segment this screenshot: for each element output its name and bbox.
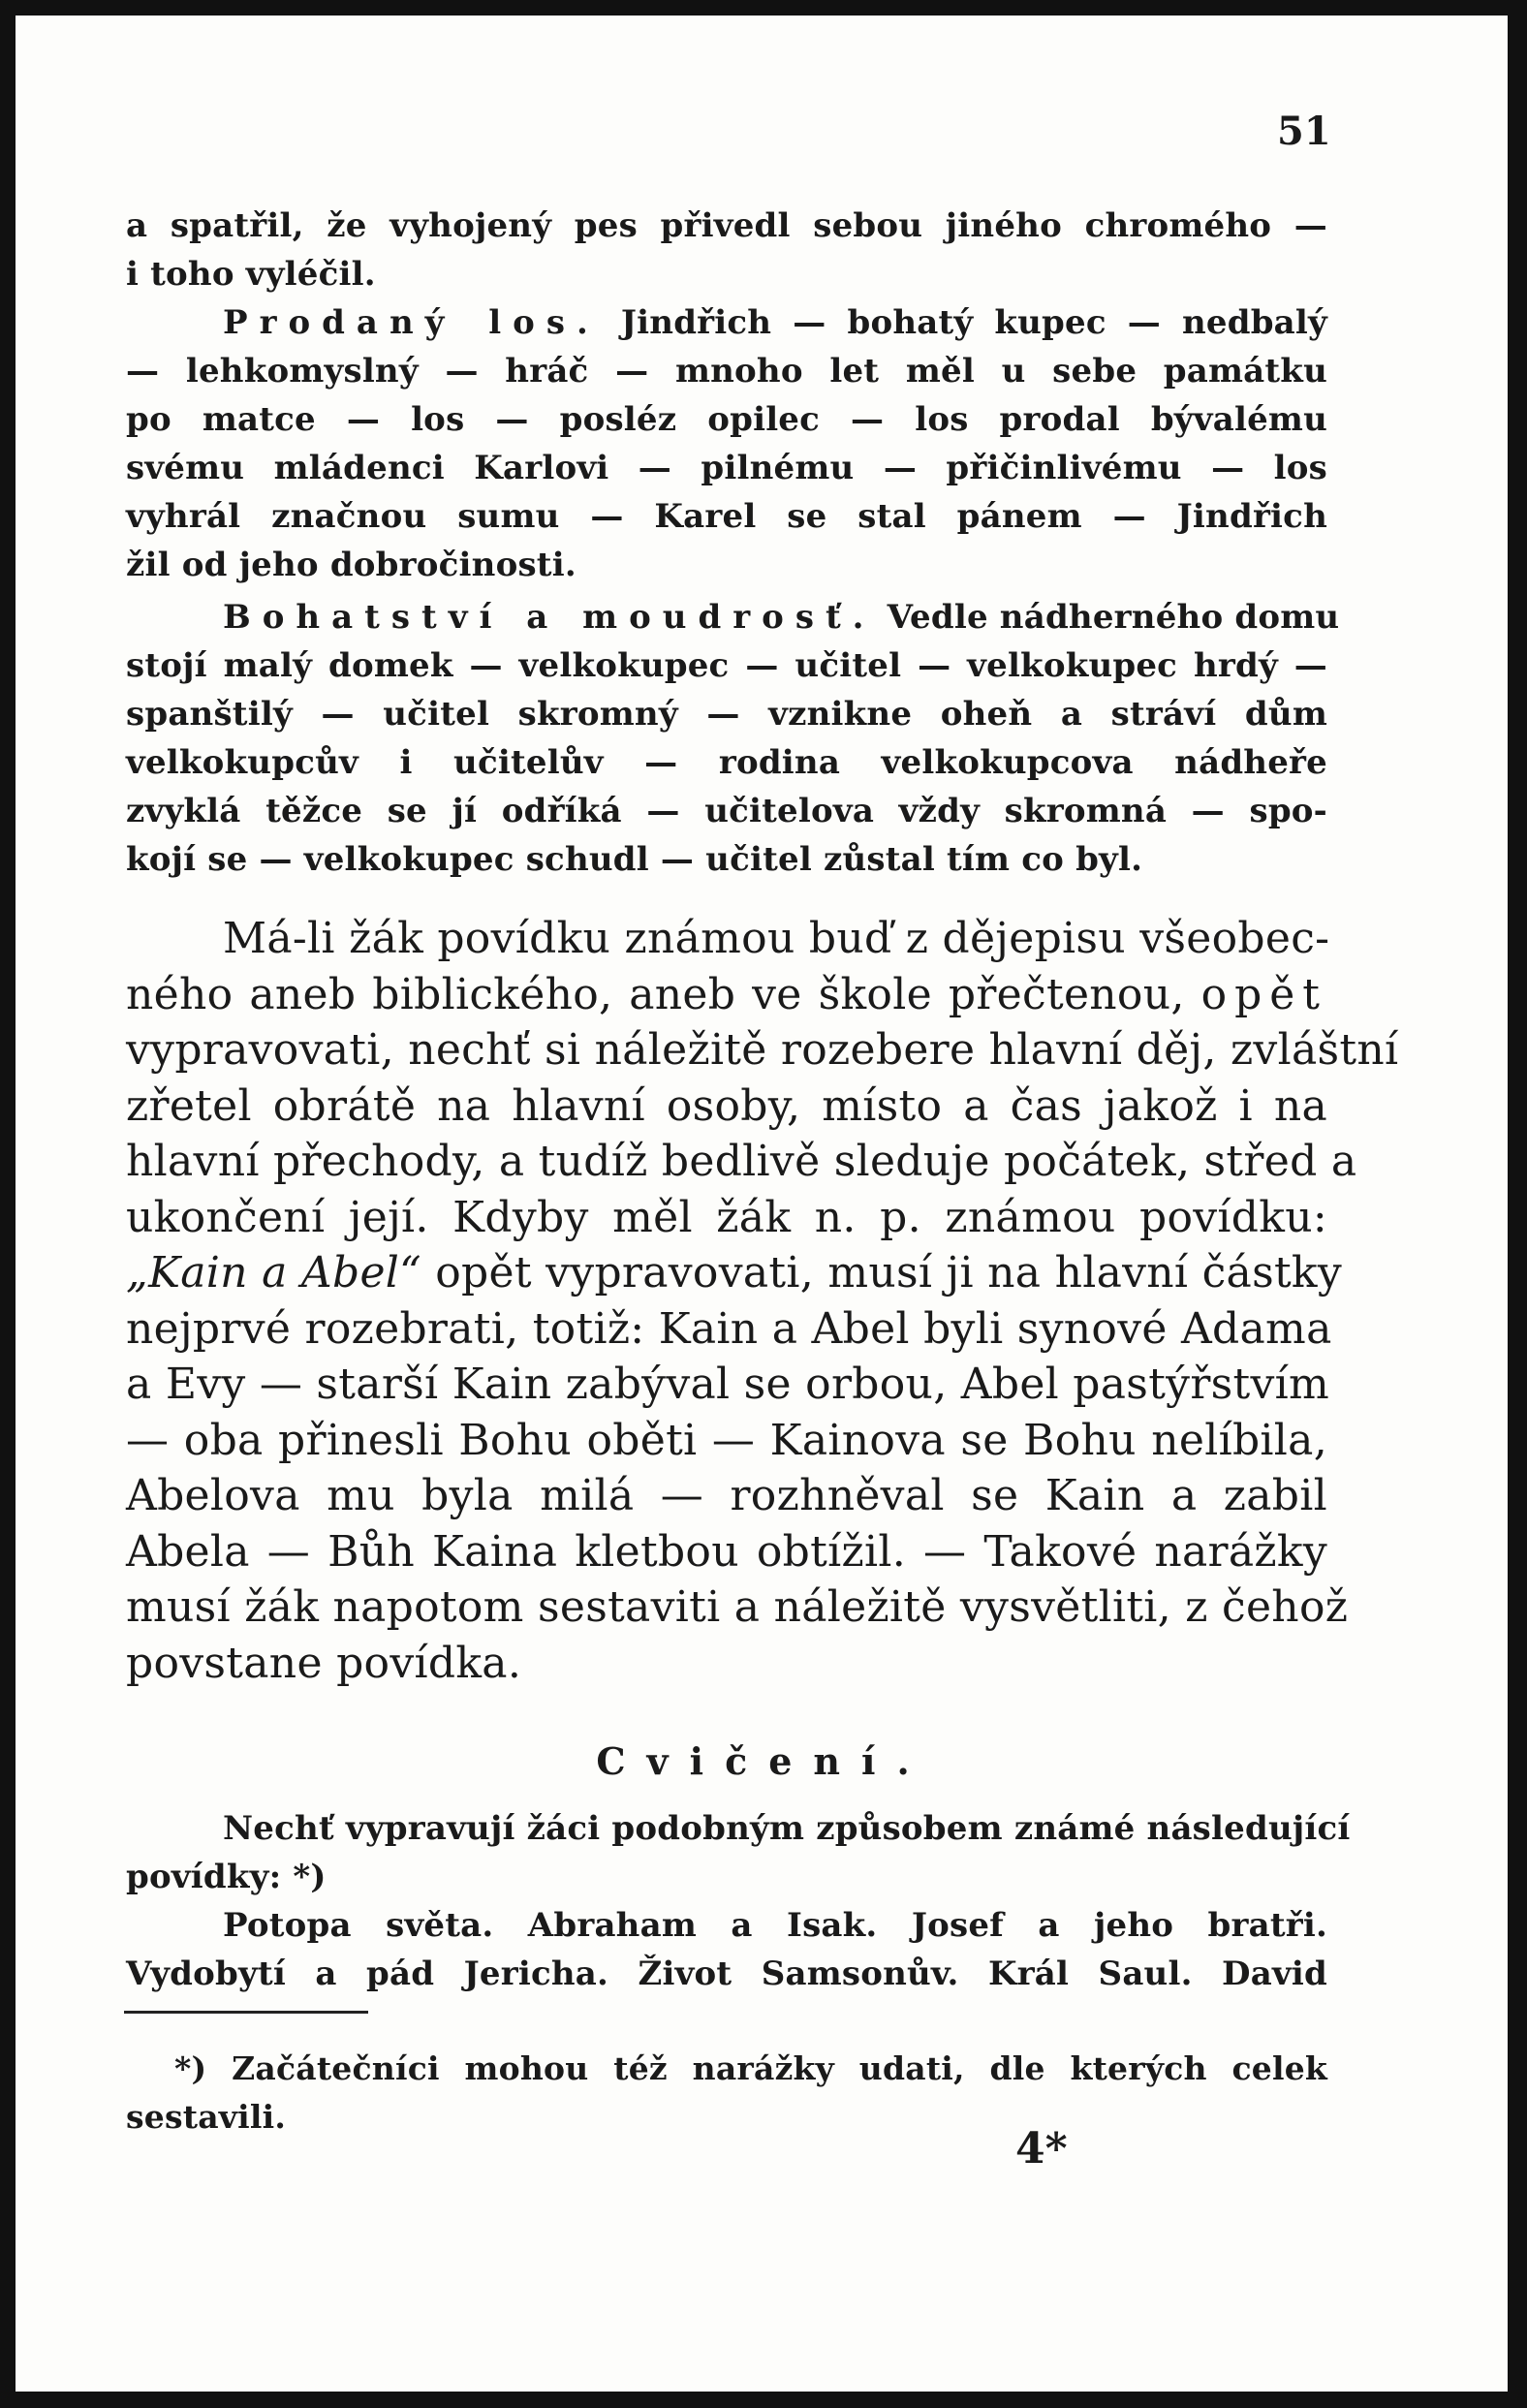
story-outline-prodany-los bbox=[126, 298, 1327, 589]
story-outline-bohatstvi bbox=[126, 593, 1340, 884]
text-line: stojí malý domek — velkokupec — učitel — velkokupec hrdý — bbox=[126, 646, 1327, 685]
text-line: ukončení její. Kdyby měl žák n. p. známou povídku: bbox=[126, 1192, 1327, 1242]
text-line: kojí se — velkokupec schudl — učitel zůstal tím co byl. bbox=[126, 840, 1143, 879]
text-line: povídky: *) bbox=[126, 1858, 327, 1896]
footnote bbox=[126, 2045, 1327, 2142]
text-line: — oba přinesli Bohu oběti — Kainova se Bohu nelíbila, bbox=[126, 1415, 1327, 1465]
signature-mark: 4* bbox=[1015, 2124, 1068, 2173]
text-line: svému mládenci Karlovi — pilnému — přičinlivému — los bbox=[126, 449, 1327, 487]
emphasized-word: opět bbox=[1200, 969, 1327, 1019]
text-line: i toho vyléčil. bbox=[126, 255, 376, 294]
footnote-rule bbox=[124, 2011, 368, 2014]
text-line: vyhrál značnou sumu — Karel se stal pánem — Jindřich bbox=[126, 497, 1327, 536]
text-line: a Evy — starší Kain zabýval se orbou, Abel pastýřstvím bbox=[126, 1360, 1330, 1409]
text-line: ného aneb biblického, aneb ve škole přečtenou, opět bbox=[126, 969, 1327, 1019]
paragraph-continuation bbox=[126, 202, 1327, 298]
text-line: velkokupcův i učitelův — rodina velkokupcova nádheře bbox=[126, 743, 1327, 782]
italic-title: „Kain a Abel“ bbox=[126, 1248, 421, 1298]
text-line: žil od jeho dobročinosti. bbox=[126, 546, 577, 584]
text-line: Potopa světa. Abraham a Isak. Josef a jeho bratři. bbox=[223, 1906, 1327, 1945]
text-line: Abela — Bůh Kaina kletbou obtížil. — Takové narážky bbox=[126, 1526, 1327, 1577]
story-title: Prodaný los. bbox=[223, 303, 600, 342]
text-line: Prodaný los. Jindřich — bohatý kupec — nedbalý bbox=[223, 303, 1327, 342]
exercise-text bbox=[126, 1804, 1351, 1998]
text-line: *) Začátečníci mohou též narážky udati, dle kterých celek bbox=[174, 2049, 1327, 2087]
text-line: — lehkomyslný — hráč — mnoho let měl u sebe památku bbox=[126, 352, 1327, 391]
text-line: zvyklá těžce se jí odříká — učitelova vždy skromná — spo- bbox=[126, 792, 1327, 830]
text-line: nejprvé rozebrati, totiž: Kain a Abel byli synové Adama bbox=[126, 1303, 1332, 1354]
text-line: povstane povídka. bbox=[126, 1638, 522, 1688]
section-heading: Cvičení. bbox=[596, 1739, 931, 1783]
text-line: „Kain a Abel“ opět vypravovati, musí ji na hlavní částky bbox=[126, 1248, 1343, 1298]
text-line: vypravovati, nechť si náležitě rozebere hlavní děj, zvláštní bbox=[126, 1025, 1399, 1075]
text-line: sestavili. bbox=[126, 2098, 287, 2136]
main-paragraph bbox=[126, 911, 1399, 1691]
text-line: zřetel obrátě na hlavní osoby, místo a čas jakož i na bbox=[126, 1080, 1327, 1131]
text-line: Bohatství a moudrosť. Vedle nádherného domu bbox=[223, 598, 1340, 637]
text-line: Abelova mu byla milá — rozhněval se Kain a zabil bbox=[126, 1471, 1327, 1520]
text-line: Vydobytí a pád Jericha. Život Samsonův. Král Saul. David bbox=[126, 1955, 1327, 1993]
text-line: musí žák napotom sestaviti a náležitě vysvětliti, z čehož bbox=[126, 1582, 1349, 1632]
page-number: 51 bbox=[1277, 109, 1331, 154]
text-line: Nechť vypravují žáci podobným způsobem známé následující bbox=[223, 1809, 1351, 1848]
story-title: Bohatství a moudrosť. bbox=[223, 598, 876, 637]
text-line: spanštilý — učitel skromný — vznikne oheň a stráví dům bbox=[126, 695, 1327, 734]
text-line: po matce — los — posléz opilec — los prodal bývalému bbox=[126, 400, 1327, 439]
text-line: hlavní přechody, a tudíž bedlivě sleduje počátek, střed a bbox=[126, 1137, 1357, 1186]
text-line: Má-li žák povídku známou buď z dějepisu všeobec- bbox=[223, 914, 1330, 963]
text-line: a spatřil, že vyhojený pes přivedl sebou jiného chromého — bbox=[126, 206, 1327, 245]
